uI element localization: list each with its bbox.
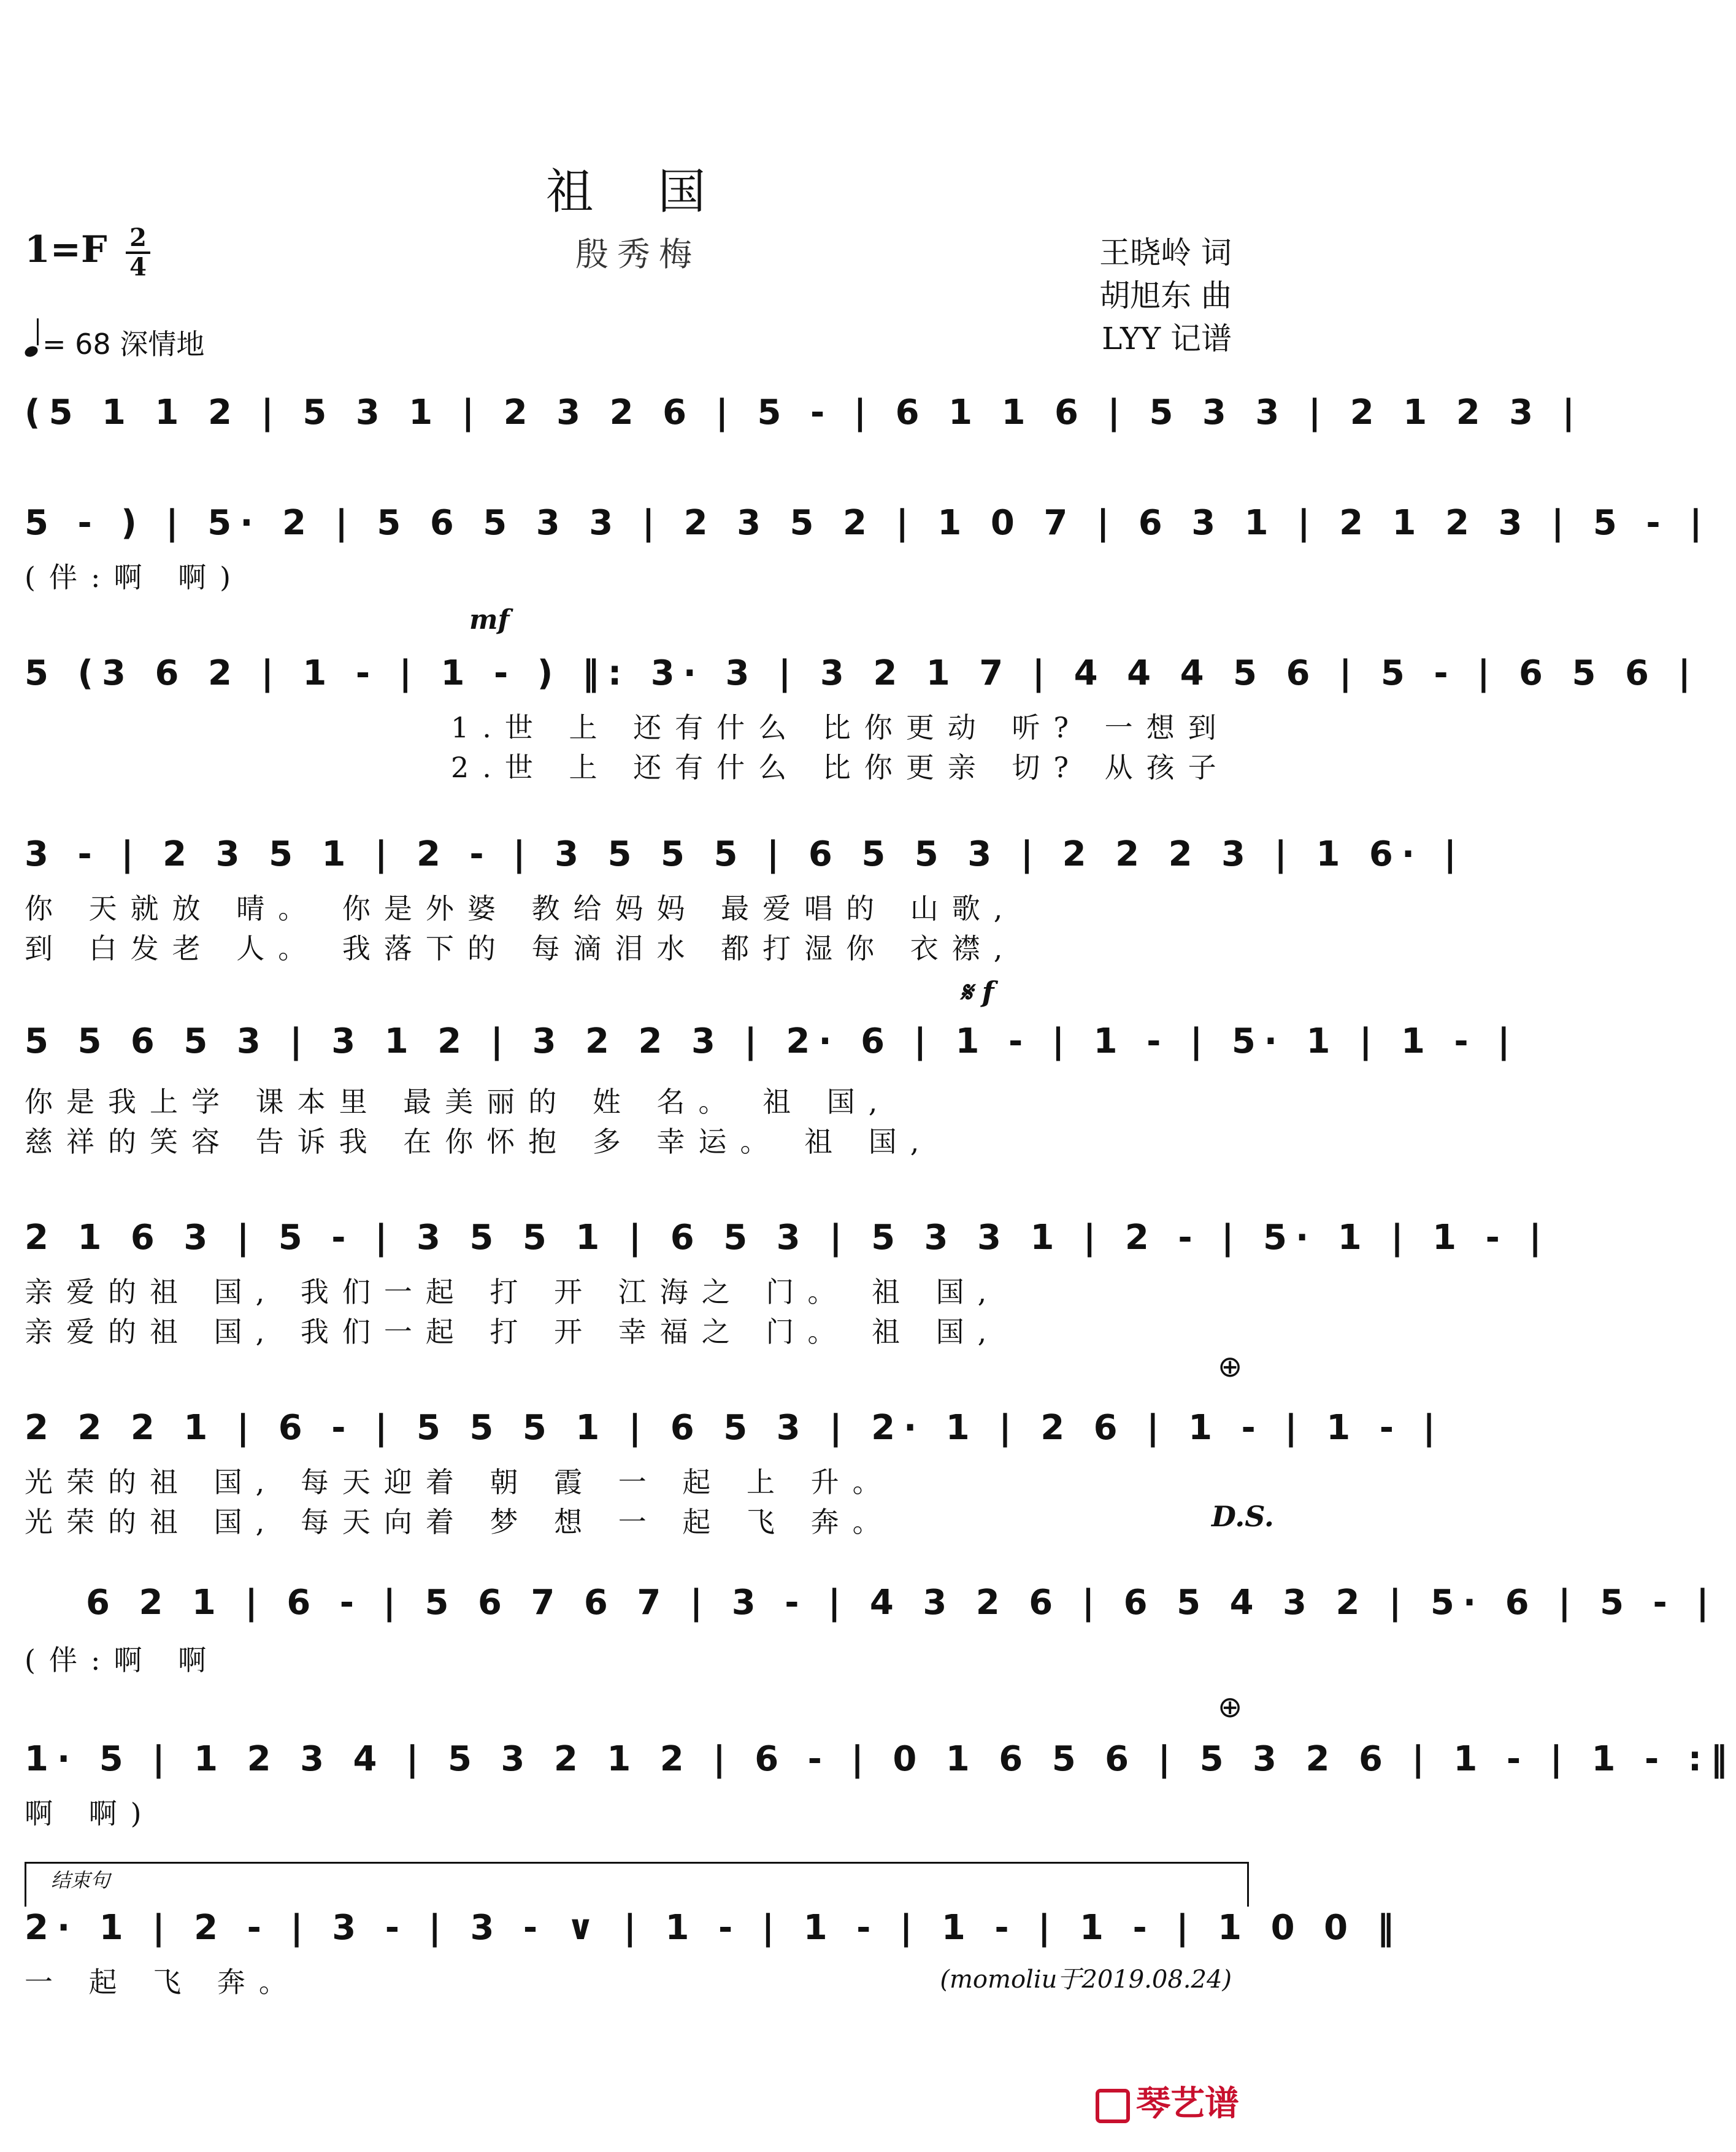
singer-name: 殷秀梅 xyxy=(575,235,701,274)
note-stem-icon xyxy=(37,318,39,345)
time-top: 2 xyxy=(129,223,147,252)
music-line: 5 - ) | 5· 2 | 5 6 5 3 3 | 2 3 5 2 | 1 0 7 | 6 3 1 | 2 1 2 3 | 5 - | xyxy=(25,503,1711,543)
lyric-line: 啊 啊) xyxy=(25,1797,155,1830)
key-signature: 1=F xyxy=(25,228,107,271)
logo-text: 琴艺谱 xyxy=(1136,2084,1239,2124)
music-line: 3 - | 2 3 5 1 | 2 - | 3 5 5 5 | 6 5 5 3 | 2 2 2 3 | 1 6· | xyxy=(25,834,1465,874)
lyric-line: (伴:啊 啊) xyxy=(25,561,245,594)
time-signature xyxy=(126,223,150,282)
lyric-line: 光荣的祖 国, 每天迎着 朝 霞 一 起 上 升。 xyxy=(25,1466,894,1499)
lyric-line: 到 白发老 人。 我落下的 每滴泪水 都打湿你 衣襟, xyxy=(25,932,1016,965)
music-line: 2 1 6 3 | 5 - | 3 5 5 1 | 6 5 3 | 5 3 3 1 | 2 - | 5· 1 | 1 - | xyxy=(25,1218,1550,1258)
tempo-text: = 68 深情地 xyxy=(42,328,205,361)
lyric-line: (伴:啊 啊 xyxy=(25,1643,220,1677)
music-line: (5 1 1 2 | 5 3 1 | 2 3 2 6 | 5 - | 6 1 1 6 | 5 3 3 | 2 1 2 3 | xyxy=(25,393,1584,432)
music-line: 2 2 2 1 | 6 - | 5 5 5 1 | 6 5 3 | 2· 1 | 2 6 | 1 - | 1 - | xyxy=(25,1408,1444,1448)
time-bottom: 4 xyxy=(129,253,147,282)
song-title: 祖 国 xyxy=(545,164,731,220)
lyric-line: 亲爱的祖 国, 我们一起 打 开 江海之 门。 祖 国, xyxy=(25,1275,1001,1308)
dal-segno-mark: D.S. xyxy=(1212,1500,1274,1533)
coda-icon: ⊕ xyxy=(1218,1690,1243,1724)
music-line: 1· 5 | 1 2 3 4 | 5 3 2 1 2 | 6 - | 0 1 6 5 6 | 5 3 2 6 | 1 - | 1 - :‖ xyxy=(25,1739,1736,1779)
transcriber-signature: (momoliu于2019.08.24) xyxy=(940,1966,1232,1994)
lyricist: 王晓岭 词 xyxy=(1099,235,1232,271)
lyric-line: 1.世 上 还有什么 比你更动 听? 一想到 xyxy=(451,711,1230,744)
ending-bracket xyxy=(25,1862,1249,1907)
lyric-line: 慈祥的笑容 告诉我 在你怀抱 多 幸运。 祖 国, xyxy=(25,1125,933,1158)
lyric-line: 你 天就放 晴。 你是外婆 教给妈妈 最爱唱的 山歌, xyxy=(25,892,1016,925)
quarter-note-icon xyxy=(23,344,40,359)
coda-icon: ⊕ xyxy=(1218,1350,1243,1384)
music-line: 2· 1 | 2 - | 3 - | 3 - ∨ | 1 - | 1 - | 1 - | 1 - | 1 0 0 ‖ xyxy=(25,1908,1403,1948)
dynamic-mf: mf xyxy=(469,604,510,636)
ending-label: 结束句 xyxy=(51,1869,110,1892)
music-line: 5 (3 6 2 | 1 - | 1 - ) ‖: 3· 3 | 3 2 1 7 | 4 4 4 5 6 | 5 - | 6 5 6 | xyxy=(25,653,1699,693)
segno-forte-mark: 𝄋 f xyxy=(960,975,994,1009)
lyric-line: 你是我上学 课本里 最美丽的 姓 名。 祖 国, xyxy=(25,1085,891,1118)
tempo-marking xyxy=(25,322,204,363)
transcriber: LYY 记谱 xyxy=(1102,321,1232,356)
composer: 胡旭东 曲 xyxy=(1099,278,1232,313)
lyric-line: 亲爱的祖 国, 我们一起 打 开 幸福之 门。 祖 国, xyxy=(25,1315,1001,1348)
lyric-line: 一 起 飞 奔。 xyxy=(25,1966,301,1999)
lyric-line: 光荣的祖 国, 每天向着 梦 想 一 起 飞 奔。 xyxy=(25,1505,894,1539)
music-line: 5 5 6 5 3 | 3 1 2 | 3 2 2 3 | 2· 6 | 1 - | 1 - | 5· 1 | 1 - | xyxy=(25,1021,1519,1061)
logo-icon xyxy=(1096,2089,1130,2123)
lyric-line: 2.世 上 还有什么 比你更亲 切? 从孩子 xyxy=(451,751,1230,784)
music-line: 6 2 1 | 6 - | 5 6 7 6 7 | 3 - | 4 3 2 6 | 6 5 4 3 2 | 5· 6 | 5 - | xyxy=(86,1583,1718,1623)
site-logo xyxy=(1096,2077,1239,2126)
